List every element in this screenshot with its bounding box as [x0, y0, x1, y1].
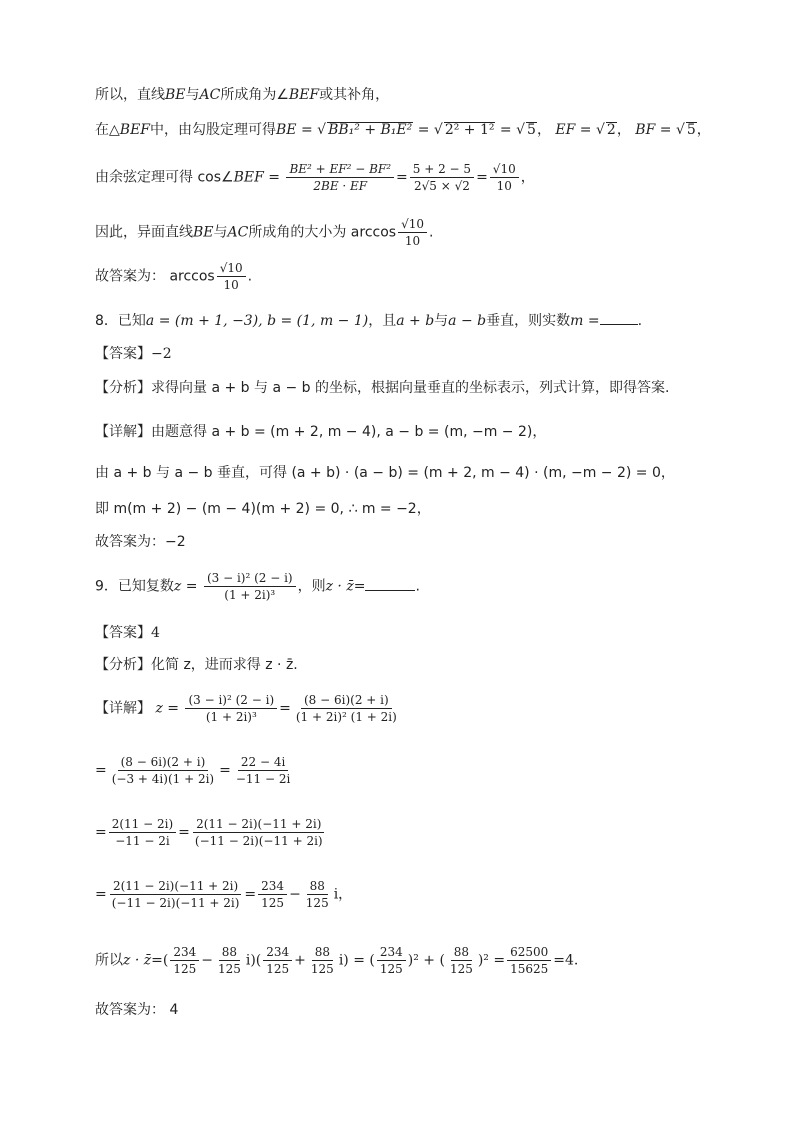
text: 与: [434, 313, 449, 329]
math-sqrt: 5: [686, 122, 696, 138]
math: EF =: [555, 122, 596, 138]
text: 所成角的大小为 arccos: [248, 224, 397, 241]
solution-line-1: [95, 88, 389, 102]
text: 所以，直线: [95, 87, 165, 103]
text: 因此，异面直线: [95, 224, 193, 241]
q8-detail: [95, 425, 546, 439]
text: ，: [520, 169, 535, 186]
math: BEF: [233, 169, 264, 186]
math: z =: [155, 700, 184, 717]
text: =4.: [553, 952, 579, 969]
fraction: $\frac{\text{(3 − i)² (2 − i)}}{\text{(1 + 2i)³}}$: [204, 572, 296, 601]
text: 与: [213, 224, 228, 241]
math: =: [263, 169, 285, 186]
math-sqrt: 5: [527, 122, 536, 138]
fraction: $\frac{62500}{15625}$: [507, 946, 551, 975]
text: .: [415, 578, 420, 595]
math: z · z̄=: [123, 952, 163, 969]
fraction: $\frac{88}{125}$: [305, 879, 329, 910]
math: =: [495, 122, 517, 138]
math: BE: [165, 87, 186, 103]
q8-final-answer: [95, 535, 186, 549]
fraction: $\frac{234}{125}$: [377, 946, 406, 975]
fraction: $\frac{\text{BE² + EF² − BF²}}{2BE \cdot EF}$: [286, 163, 394, 192]
q8-detail-line-2: [95, 466, 675, 480]
detail-text: 由题意得 a + b = (m + 2, m − 4), a − b = (m, −m − 2)，: [151, 424, 547, 440]
fraction: $\frac{88}{125}$: [217, 945, 241, 976]
solution-line-4: [95, 218, 433, 247]
q9-answer: [95, 626, 160, 640]
analysis-label: 【分析】: [95, 380, 151, 396]
q9-detail-step-3: = $\frac{2(11 - 2i)}{-11 - 2i}$ = $\frac{2(11 - 2i)(-11 + 2i)}{(-11 - 2i)(-11 + 2i)}$: [95, 818, 328, 847]
fraction: $\frac{22 - 4i}{-11 - 2i}$: [235, 755, 291, 786]
math: a − b: [448, 313, 487, 329]
text: ，: [536, 122, 551, 138]
text: 所成角为∠: [220, 87, 289, 103]
math-sqrt: 2: [606, 122, 616, 138]
math: =: [413, 122, 434, 138]
fraction: $\frac{234}{125}$: [263, 946, 292, 975]
text: .: [429, 224, 434, 241]
solution-line-2: 在△BEF中，由勾股定理可得BE = √ BB₁² + B₁E² = √ 2² + 1² = √ 5， EF = √ 2， BF = √ 5，: [95, 122, 711, 138]
fraction: $\frac{(8 - 6i)(2 + i)}{(-3 + 4i)(1 + 2i)}$: [111, 755, 215, 786]
fraction: $\frac{88}{125}$: [449, 945, 473, 976]
text: .: [247, 268, 253, 285]
math: z · z̄=: [325, 578, 366, 595]
q8-analysis: [95, 381, 669, 395]
fraction: $\frac{(8 - 6i)(2 + i)}{\text{(1 + 2i)² (1 + 2i)}}$: [295, 693, 397, 724]
fraction: $\frac{√10}{10}$: [398, 218, 427, 247]
analysis-text: 求得向量 a + b 与 a − b 的坐标，根据向量垂直的坐标表示，列式计算，即得答案.: [151, 380, 670, 396]
math: m =: [570, 313, 600, 329]
answer-value: 4: [151, 625, 160, 641]
text: 垂直，则实数: [486, 313, 571, 329]
q9-detail-step-2: = $\frac{(8 - 6i)(2 + i)}{(-3 + 4i)(1 + 2i)}$ = $\frac{22 - 4i}{-11 - 2i}$: [95, 756, 295, 785]
math: BEF: [119, 122, 151, 138]
q9-detail-step-1: 【详解】 z = $\frac{\text{(3 − i)² (2 − i)}}{\text{(1 + 2i)³}}$ = $\frac{(8 - 6i)(2 + i)}{\text{(1 + 2i)² (1 + 2i)}}$: [95, 694, 402, 723]
text: ，: [616, 122, 631, 138]
q8-detail-line-3: [95, 502, 431, 516]
math: a = (m + 1, −3), b = (1, m − 1): [145, 313, 369, 329]
question-number: 8．已知: [95, 313, 146, 329]
math: BE =: [276, 122, 318, 138]
text: 与: [185, 87, 200, 103]
text: 由余弦定理可得 cos∠: [95, 169, 234, 186]
text: 故答案为： arccos: [95, 268, 215, 285]
text: ，: [696, 122, 711, 138]
fraction: $\frac{√10}{10}$: [490, 163, 519, 192]
solution-final-answer: [95, 262, 252, 291]
math: z =: [173, 578, 202, 595]
math: AC: [227, 224, 249, 241]
text: .: [637, 313, 643, 329]
fraction: $\frac{√10}{10}$: [217, 262, 246, 291]
answer-label: 【答案】: [95, 625, 151, 641]
fraction: $\frac{2(11 - 2i)(-11 + 2i)}{(-11 - 2i)(-11 + 2i)}$: [194, 817, 323, 848]
analysis-label: 【分析】: [95, 657, 151, 673]
detail-label: 【详解】: [95, 700, 151, 717]
q9-final-answer: [95, 1003, 178, 1017]
answer-value: −2: [151, 346, 172, 362]
final-answer: 故答案为： 4: [95, 1002, 179, 1018]
answer-label: 【答案】: [95, 346, 151, 362]
fraction: $\frac{\text{(3 − i)² (2 − i)}}{\text{(1 + 2i)³}}$: [185, 694, 277, 723]
text: ，则: [297, 578, 326, 595]
text: 在△: [95, 122, 120, 138]
math-sqrt: 2² + 1²: [444, 122, 495, 138]
q9-detail-step-4: = $\frac{2(11 - 2i)(-11 + 2i)}{(-11 - 2i)(-11 + 2i)}$ = $\frac{234}{125}$ − $\frac{88}{125}$ i，: [95, 879, 353, 910]
fraction: $\frac{5 + 2 - 5}{2√5 \times √2}$: [410, 163, 474, 192]
q9-analysis: [95, 658, 298, 672]
analysis-text: 化简 z，进而求得 z · z̄.: [151, 657, 298, 673]
fraction: $\frac{2(11 - 2i)(-11 + 2i)}{(-11 - 2i)(-11 + 2i)}$: [111, 879, 240, 910]
fraction: $\frac{88}{125}$: [310, 945, 334, 976]
math: BEF: [288, 87, 320, 103]
text: 或其补角，: [319, 87, 390, 103]
detail-label: 【详解】: [95, 424, 151, 440]
question-8: [95, 312, 642, 328]
math: BF =: [635, 122, 676, 138]
text: i，: [333, 886, 353, 903]
question-number: 9．已知复数: [95, 578, 174, 595]
math-sqrt: BB₁² + B₁E²: [328, 122, 413, 138]
fraction: $\frac{234}{125}$: [258, 880, 287, 909]
detail-text: 即 m(m + 2) − (m − 4)(m + 2) = 0, ∴ m = −2，: [95, 501, 431, 517]
math: BE: [193, 224, 214, 241]
final-answer: 故答案为：−2: [95, 534, 186, 550]
q8-answer: [95, 347, 172, 361]
answer-blank: [365, 578, 415, 591]
text: ，且: [368, 313, 397, 329]
fraction: $\frac{2(11 - 2i)}{-11 - 2i}$: [109, 818, 176, 847]
text: 中，由勾股定理可得: [150, 122, 277, 138]
fraction: $\frac{234}{125}$: [170, 946, 199, 975]
q9-detail-step-5: 所以z · z̄=( $\frac{234}{125}$ − $\frac{88}{125}$ i)( $\frac{234}{125}$ + $\frac{88}{125}$ i) = ( $\frac{234}{125}$ )² + ( $\frac{88}{125}$ )² = $\frac{62500}{15625}$ =4.: [95, 945, 579, 976]
question-9: [95, 572, 420, 601]
detail-text: 由 a + b 与 a − b 垂直，可得 (a + b) · (a − b) = (m + 2, m − 4) · (m, −m − 2) = 0，: [95, 465, 675, 481]
answer-blank: [600, 312, 638, 325]
text: 所以: [95, 952, 123, 969]
math: AC: [199, 87, 221, 103]
math: a + b: [396, 313, 435, 329]
solution-line-3: 由余弦定理可得 cos∠BEF = $\frac{\text{BE² + EF² − BF²}}{2BE \cdot EF}$ = $\frac{5 + 2 - 5}{2√5 \times √2}$ = $\frac{√10}{10}$ ，: [95, 162, 535, 193]
